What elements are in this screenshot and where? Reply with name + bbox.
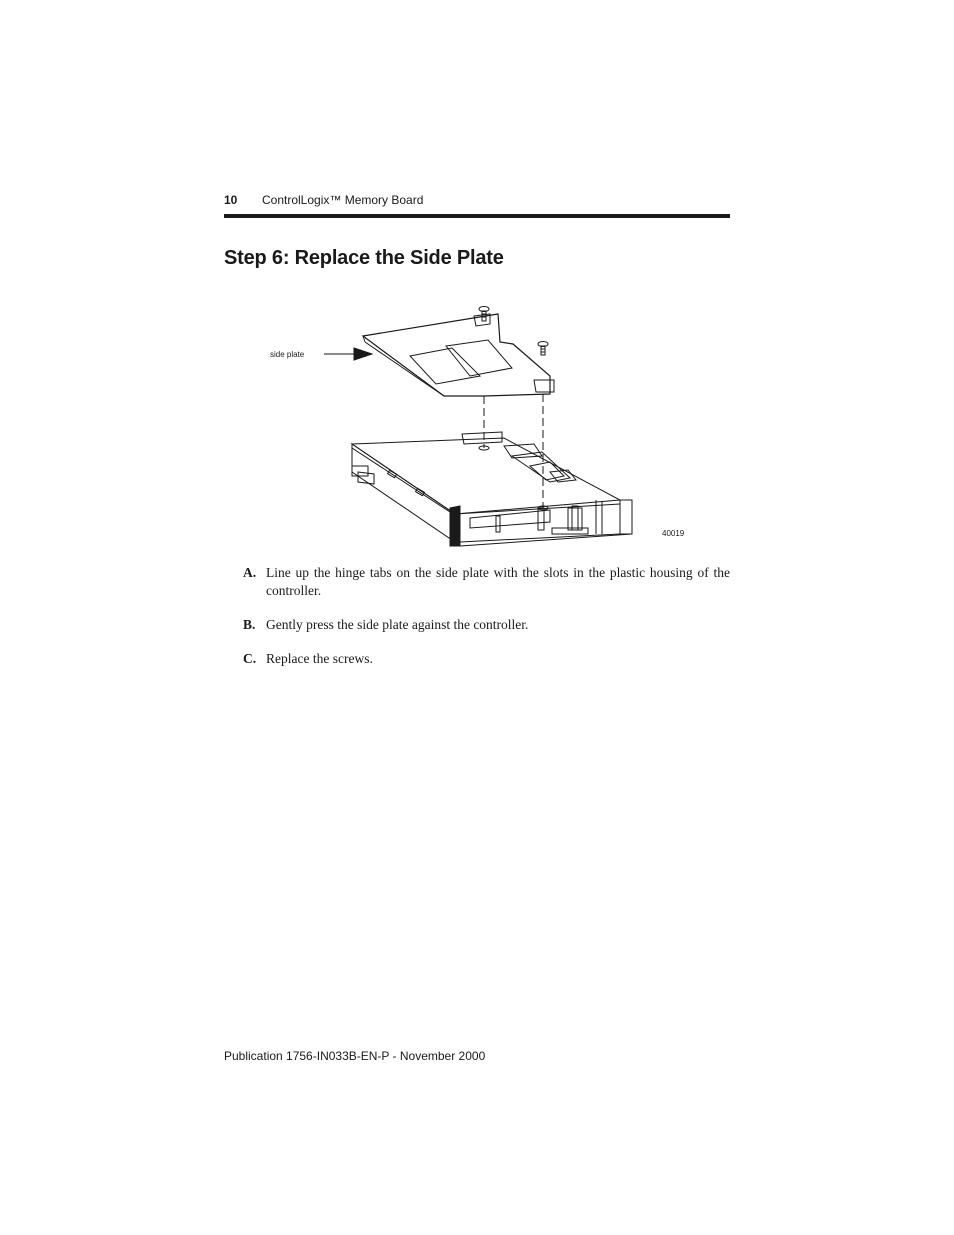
step-item-b (243, 616, 730, 634)
side-plate-window-2 (446, 340, 512, 376)
step-text: Line up the hinge tabs on the side plate with the slots in the plastic housing of the controller. (266, 565, 730, 598)
side-plate-outline (363, 314, 550, 396)
controller-housing (352, 432, 632, 546)
step-item-a (243, 564, 730, 600)
section-title: Step 6: Replace the Side Plate (224, 247, 504, 269)
header-rule (224, 214, 730, 218)
step-letter: C. (243, 651, 257, 666)
step-list (243, 564, 730, 684)
page-header (224, 192, 730, 220)
page-number: 10 (224, 193, 238, 207)
side-plate-callout-label: side plate (270, 350, 305, 359)
screw-right (538, 342, 548, 356)
running-title: ControlLogix™ Memory Board (262, 193, 424, 207)
figure-number: 40019 (662, 529, 685, 538)
callout-arrowhead (354, 348, 372, 360)
side-plate-illustration (250, 296, 710, 558)
step-letter: A. (243, 565, 257, 580)
publication-footer: Publication 1756-IN033B-EN-P - November 2000 (224, 1049, 486, 1063)
step-text: Replace the screws. (266, 651, 373, 666)
step-text: Gently press the side plate against the controller. (266, 617, 529, 632)
step-item-c (243, 650, 730, 668)
screw-left (479, 307, 489, 322)
side-plate-figure (250, 296, 710, 558)
step-letter: B. (243, 617, 256, 632)
